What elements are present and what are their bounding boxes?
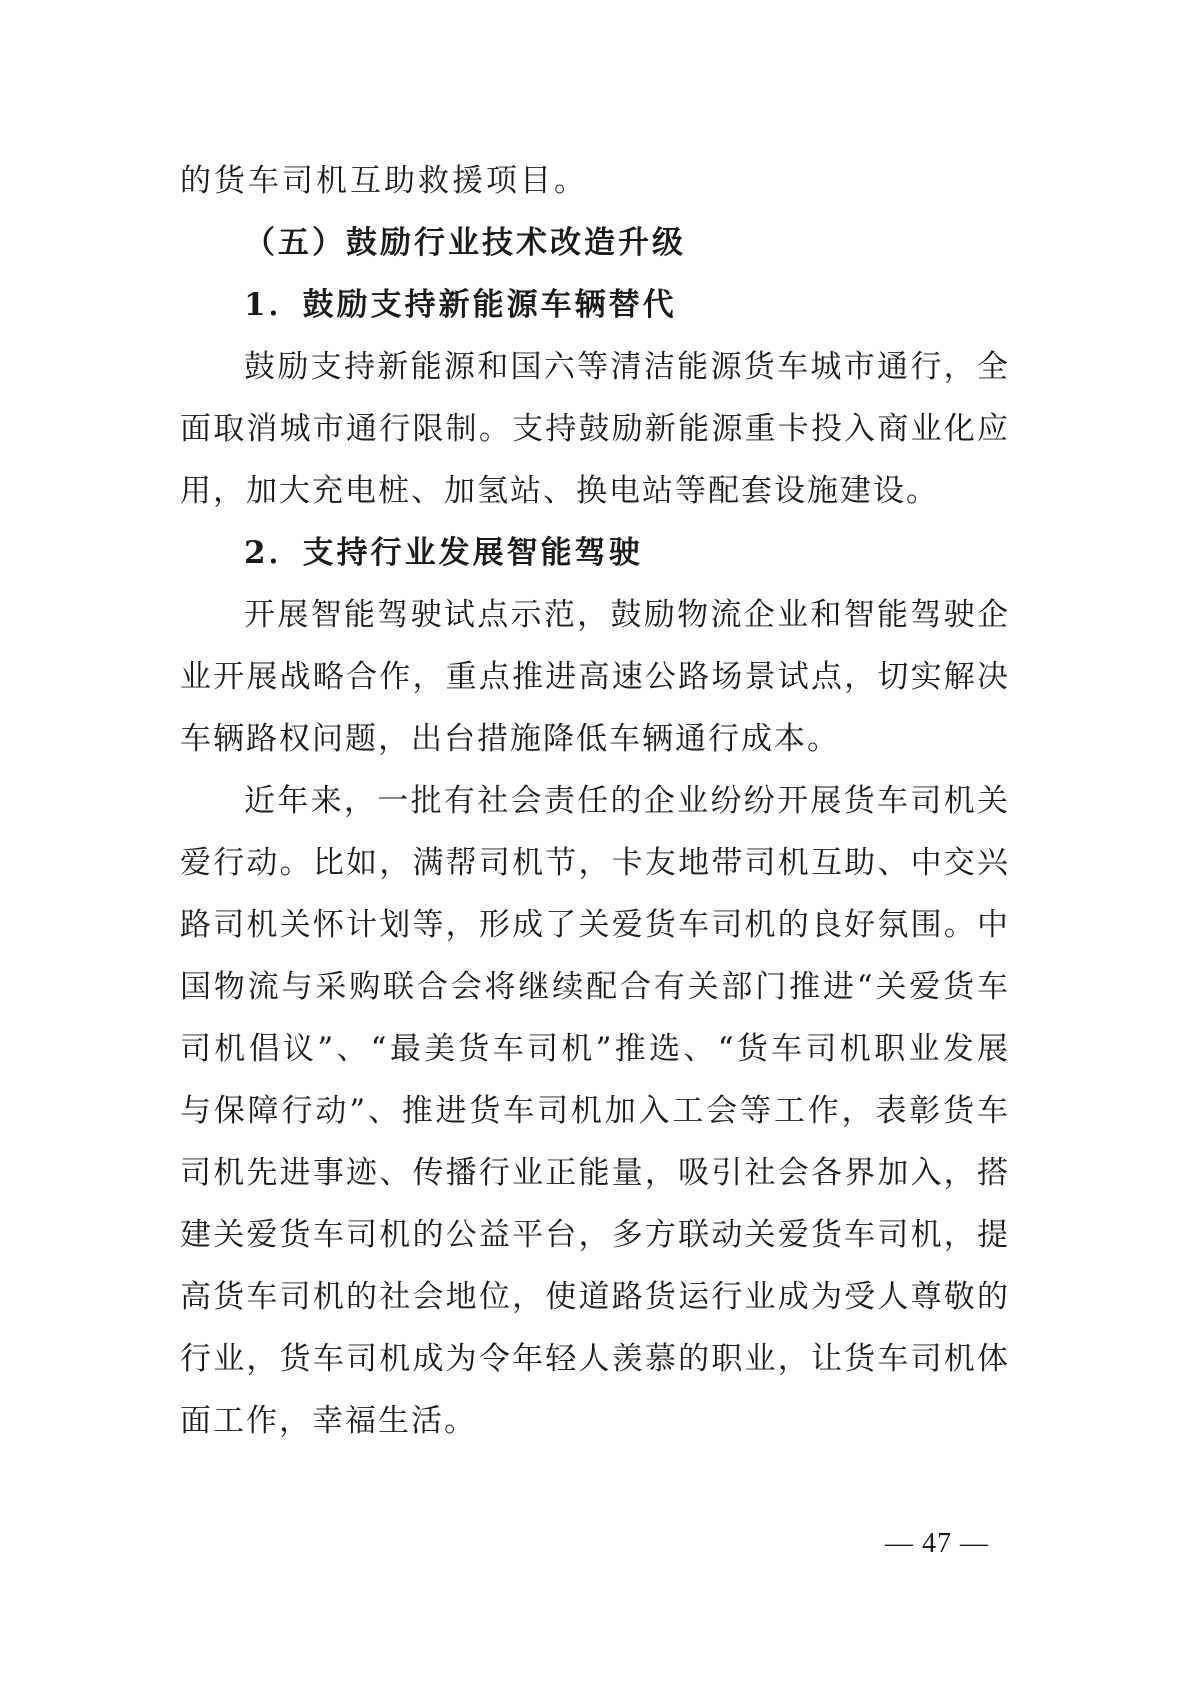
subsection-title-1: 1．鼓励支持新能源车辆替代 <box>244 287 677 323</box>
subsection-body-2: 开展智能驾驶试点示范，鼓励物流企业和智能驾驶企业开展战略合作，重点推进高速公路场景试点，切实解决车辆路权问题，出台措施降低车辆通行成本。 <box>180 597 1010 757</box>
subsection-body-1: 鼓励支持新能源和国六等清洁能源货车城市通行，全面取消城市通行限制。支持鼓励新能源重卡投入商业化应用，加大充电桩、加氢站、换电站等配套设施建设。 <box>180 349 1010 509</box>
subsection-title-2: 2．支持行业发展智能驾驶 <box>244 535 643 571</box>
section-heading: （五）鼓励行业技术改造升级 <box>244 225 686 261</box>
document-page <box>180 150 1010 1452</box>
page-number: — 47 — <box>885 1528 989 1559</box>
continuation-line: 的货车司机互助救援项目。 <box>180 163 588 199</box>
closing-paragraph: 近年来，一批有社会责任的企业纷纷开展货车司机关爱行动。比如，满帮司机节，卡友地带司机互助、中交兴路司机关怀计划等，形成了关爱货车司机的良好氛围。中国物流与采购联合会将继续配合有关部门推进“关爱货车司机倡议”、“最美货车司机”推选、“货车司机职业发展与保障行动”、推进货车司机加入工会等工作，表彰货车司机先进事迹、传播行业正能量，吸引社会各界加入，搭建关爱货车司机的公益平台，多方联动关爱货车司机，提高货车司机的社会地位，使道路货运行业成为受人尊敬的行业，货车司机成为令年轻人羡慕的职业，让货车司机体面工作，幸福生活。 <box>180 783 1010 1439</box>
